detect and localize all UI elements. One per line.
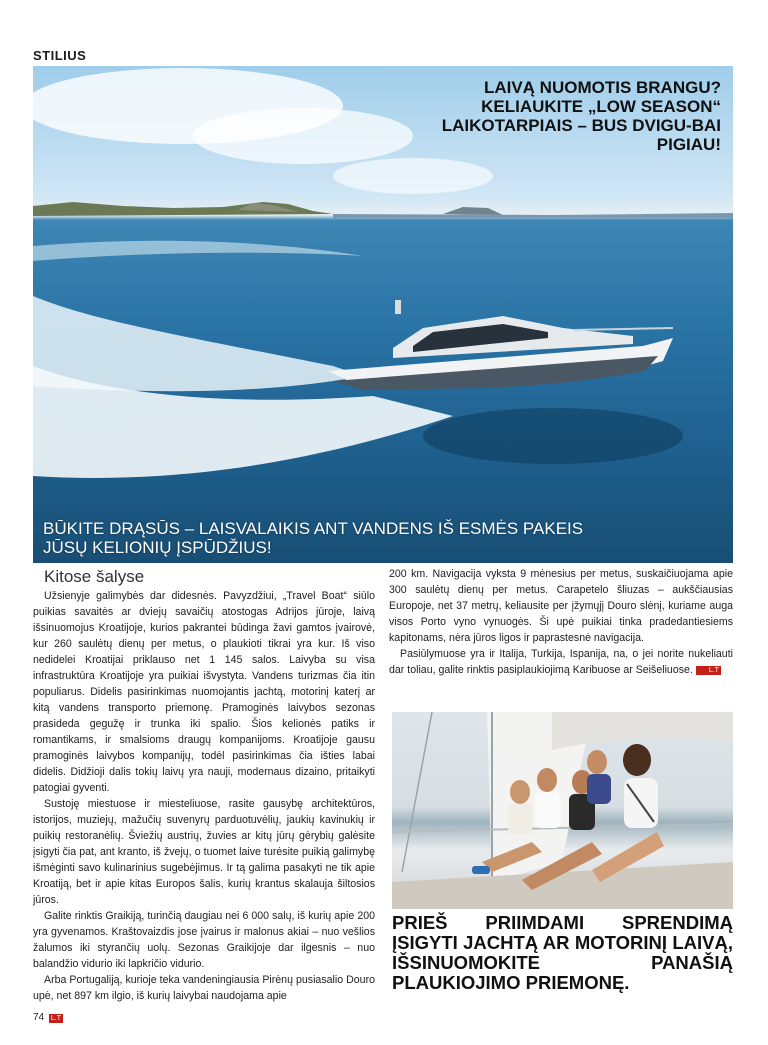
page-footer (33, 1012, 63, 1023)
page-number: 74 (33, 1012, 45, 1023)
article-column-left (33, 566, 375, 1004)
paragraph: Arba Portugaliją, kurioje teka vandeningiausia Pirėnų pusiasalio Douro upė, net 897 km ilgio, iš kurių laivybai naudojama apie (33, 974, 375, 1002)
magazine-logo: L.T (50, 1015, 62, 1022)
paragraph-text: Pasiūlymuose yra ir Italija, Turkija, Ispanija, na, o jei norite nukeliauti dar toliau, galite rinktis pasiplaukiojimą Karibuose ar Seišeliuose. (389, 648, 733, 676)
hero-headline: LAIVĄ NUOMOTIS BRANGU? KELIAUKITE „LOW SEASON“ LAIKOTARPIAIS – BUS DVIGU-BAI PIGIAU! (441, 78, 721, 154)
article-column-right (389, 566, 733, 678)
article-subheading: Kitose šalyse (44, 567, 145, 586)
photo-friends-on-sailboat (392, 712, 733, 909)
paragraph: Sustoję miestuose ir miesteliuose, rasite gausybę architektūros, istorijos, muziejų, mažučių suvenyrų parduotuvėlių, jaukių kavinukių ir puikių restoranėlių. Šviežių austrių, žuvies ar kitų jūrų gėrybių galėsite įsigyti čia pat, ant kranto, iš žvejų, o tuomet laive turėsite puikią galimybę išmėginti savo kulinarinius sugebėjimus. Ir tą galima pasakyti ne tik apie Kroatiją, bet ir apie kitas Europos šalis, kurių krantus skalauja šiltosios jūros. (33, 798, 375, 906)
paragraph: 200 km. Navigacija vyksta 9 mėnesius per metus, suskaičiuojama apie 300 saulėtų dienų per metus. Carapetelo šliuzas – aukščiausias Europoje, net 37 metrų, keliausite per įžymųjį Douro slėnį, kuriame auga visos Porto vyno vynuogės. Ši upė puikiai tinka pradedantiesiems kapitonams, nėra jūros ligos ir paprastesnė navigacija. (389, 568, 733, 644)
paragraph: Užsienyje galimybės dar didesnės. Pavyzdžiui, „Travel Boat“ siūlo puikias savaitės ar dviejų savaičių atostogas Adrijos jūroje, laivą išsinuomojus Kroatijoje, kurios pakrantei būdinga žavi gamtos įvairovė, kur 260 saulėtų dienų per metus, o plaukioti tikrai yra kur. Iš viso nedidelei Kroatijai priklauso net 1 145 salos. Laivyba su visa infrastruktūra Kroatijoje yra puikiai išvystyta. Vandens turizmas čia itin populiarus. Didelis pasirinkimas nuomojantis jachtą, motorinį katerį ar kitą vandens transporto priemonę. Pramoginės laivybos sezonas prasideda gegužę ir trunka iki spalio. Šios kelionės patiks ir romantikams, ir smalsioms draugų kompanijoms. Kroatijoje gausu pramoginės laivybos kompanijų, todėl pasirinkimas čia išties labai didelis. Didžioji dalis tokių laivų yra nauji, modernaus dizaino, pritaikyti patogiai gyventi. (33, 590, 375, 794)
hero-photo-motor-yacht (33, 66, 733, 563)
end-mark-logo: L.T (696, 666, 721, 675)
paragraph (389, 646, 733, 678)
pull-quote: PRIEŠ PRIIMDAMI SPRENDIMĄ ĮSIGYTI JACHTĄ AR MOTORINĮ LAIVĄ, IŠSINUOMOKITE PANAŠIĄ PLAUKIOJIMO PRIEMONĘ. (392, 912, 733, 993)
hero-caption: BŪKITE DRĄSŪS – LAISVALAIKIS ANT VANDENS IŠ ESMĖS PAKEIS JŪSŲ KELIONIŲ ĮSPŪDŽIUS! (43, 519, 584, 557)
section-label: STILIUS (33, 48, 87, 63)
paragraph: Galite rinktis Graikiją, turinčią daugiau nei 6 000 salų, iš kurių apie 200 yra gyvenamos. Kraštovaizdis jose įvairus ir malonus akiai – nuo vešlios žalumos iki styrančių uolų. Sezonas Graikijoje dar ilgesnis – nuo balandžio vidurio iki lapkričio vidurio. (33, 910, 375, 970)
